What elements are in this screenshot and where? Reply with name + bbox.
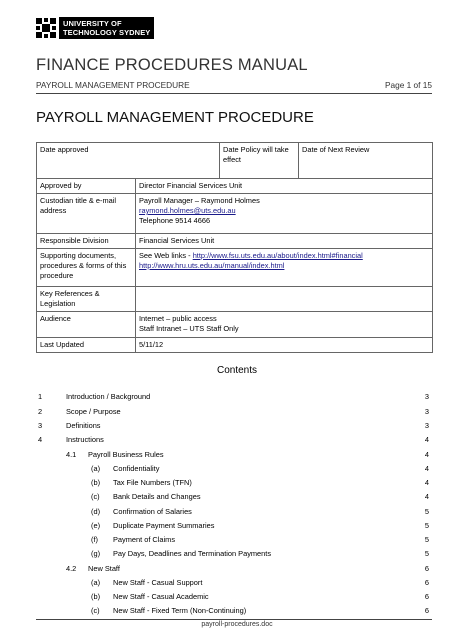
toc-page: 3 [424, 421, 429, 430]
toc-label: Instructions [66, 435, 104, 444]
table-row [37, 338, 433, 353]
toc-page: 6 [424, 592, 429, 601]
supporting-docs-label: Supporting documents, procedures & forms of this procedure [37, 249, 136, 287]
logo-line-1: UNIVERSITY OF [63, 19, 122, 28]
last-updated-label: Last Updated [37, 338, 136, 353]
toc-number: (c) [91, 492, 100, 501]
toc-label: Payroll Business Rules [88, 450, 164, 459]
table-row [37, 249, 433, 287]
supporting-prefix: See Web links - [139, 251, 193, 260]
key-references-label: Key References & Legislation [37, 287, 136, 312]
policy-effect-label: Date Policy will take effect [220, 143, 299, 179]
table-row [37, 143, 433, 179]
toc-page: 5 [424, 549, 429, 558]
toc-number: (g) [91, 549, 101, 558]
division-value: Financial Services Unit [136, 234, 433, 249]
toc-label: Definitions [66, 421, 101, 430]
toc-number: (e) [91, 521, 101, 530]
toc-label: New Staff - Casual Academic [113, 592, 209, 601]
toc-number: (b) [91, 478, 101, 487]
audience-line-2: Staff Intranet – UTS Staff Only [139, 324, 239, 333]
toc-number: (a) [91, 578, 101, 587]
toc-label: New Staff - Fixed Term (Non-Continuing) [113, 606, 247, 615]
toc-page: 4 [424, 478, 429, 487]
division-label: Responsible Division [37, 234, 136, 249]
supporting-docs-value [136, 249, 433, 287]
key-references-value [136, 287, 433, 312]
toc-page: 4 [424, 492, 429, 501]
toc-entry[interactable] [36, 389, 432, 405]
approved-by-value: Director Financial Services Unit [136, 179, 433, 194]
toc-page: 4 [424, 450, 429, 459]
next-review-label: Date of Next Review [299, 143, 433, 179]
audience-value [136, 312, 433, 338]
hru-web-link[interactable]: http://www.hru.uts.edu.au/manual/index.html [139, 261, 285, 270]
toc-number: (f) [91, 535, 98, 544]
toc-label: Duplicate Payment Summaries [113, 521, 215, 530]
toc-label: Payment of Claims [113, 535, 176, 544]
document-title: PAYROLL MANAGEMENT PROCEDURE [36, 109, 314, 126]
last-updated-value: 5/11/12 [136, 338, 433, 353]
toc-label: New Staff [88, 564, 120, 573]
toc-number: 4.1 [66, 450, 77, 459]
page-indicator: Page 1 of 15 [384, 80, 432, 90]
toc-page: 5 [424, 521, 429, 530]
toc-page: 3 [424, 392, 429, 401]
approved-by-label: Approved by [37, 179, 136, 194]
toc-page: 4 [424, 464, 429, 473]
toc-label: Bank Details and Changes [113, 492, 201, 501]
toc-label: Pay Days, Deadlines and Termination Payments [113, 549, 272, 558]
toc-page: 4 [424, 435, 429, 444]
custodian-phone: Telephone 9514 4666 [139, 216, 211, 225]
fsu-web-link[interactable]: http://www.fsu.uts.edu.au/about/index.html#financial [192, 251, 363, 260]
table-row [37, 312, 433, 338]
toc-label: Confirmation of Salaries [113, 507, 192, 516]
custodian-email-link[interactable]: raymond.holmes@uts.edu.au [139, 206, 236, 215]
page-subheader [36, 80, 432, 90]
toc-number: 2 [38, 407, 43, 416]
table-row [37, 179, 433, 194]
footer-filename: payroll-procedures.doc [201, 621, 273, 628]
toc-number: 4 [38, 435, 43, 444]
toc-number: 4.2 [66, 564, 77, 573]
table-row [37, 194, 433, 234]
table-row [37, 287, 433, 312]
custodian-label: Custodian title & e-mail address [37, 194, 136, 234]
audience-line-1: Internet – public access [139, 314, 217, 323]
footer-divider [36, 619, 432, 620]
toc-number: (c) [91, 606, 100, 615]
toc-entry[interactable] [36, 489, 432, 505]
toc-entry[interactable] [36, 603, 432, 619]
toc-number: 3 [38, 421, 43, 430]
toc-page: 3 [424, 407, 429, 416]
toc-number: (b) [91, 592, 101, 601]
manual-title: FINANCE PROCEDURES MANUAL [36, 56, 308, 74]
toc-page: 6 [424, 564, 429, 573]
custodian-value [136, 194, 433, 234]
contents-heading: Contents [216, 365, 258, 376]
toc-number: (d) [91, 507, 101, 516]
toc-entry[interactable] [36, 432, 432, 448]
toc-number: (a) [91, 464, 101, 473]
procedure-info-table [36, 142, 433, 353]
toc-page: 5 [424, 535, 429, 544]
toc-label: Introduction / Background [66, 392, 151, 401]
header-divider [36, 93, 432, 94]
toc-label: Tax File Numbers (TFN) [113, 478, 192, 487]
toc-label: New Staff - Casual Support [113, 578, 203, 587]
subheader-title: PAYROLL MANAGEMENT PROCEDURE [36, 80, 190, 90]
logo-line-2: TECHNOLOGY SYDNEY [63, 28, 151, 37]
toc-label: Scope / Purpose [66, 407, 121, 416]
toc-page: 6 [424, 578, 429, 587]
date-approved-label: Date approved [37, 143, 220, 179]
custodian-name: Payroll Manager – Raymond Holmes [139, 196, 260, 205]
toc-number: 1 [38, 392, 43, 401]
logo-wordmark [59, 17, 154, 39]
uts-logo [36, 17, 154, 39]
toc-entry[interactable] [36, 546, 432, 562]
audience-label: Audience [37, 312, 136, 338]
toc-label: Confidentiality [113, 464, 160, 473]
table-row [37, 234, 433, 249]
toc-page: 6 [424, 606, 429, 615]
toc-page: 5 [424, 507, 429, 516]
uts-logo-mark-icon [36, 18, 56, 38]
